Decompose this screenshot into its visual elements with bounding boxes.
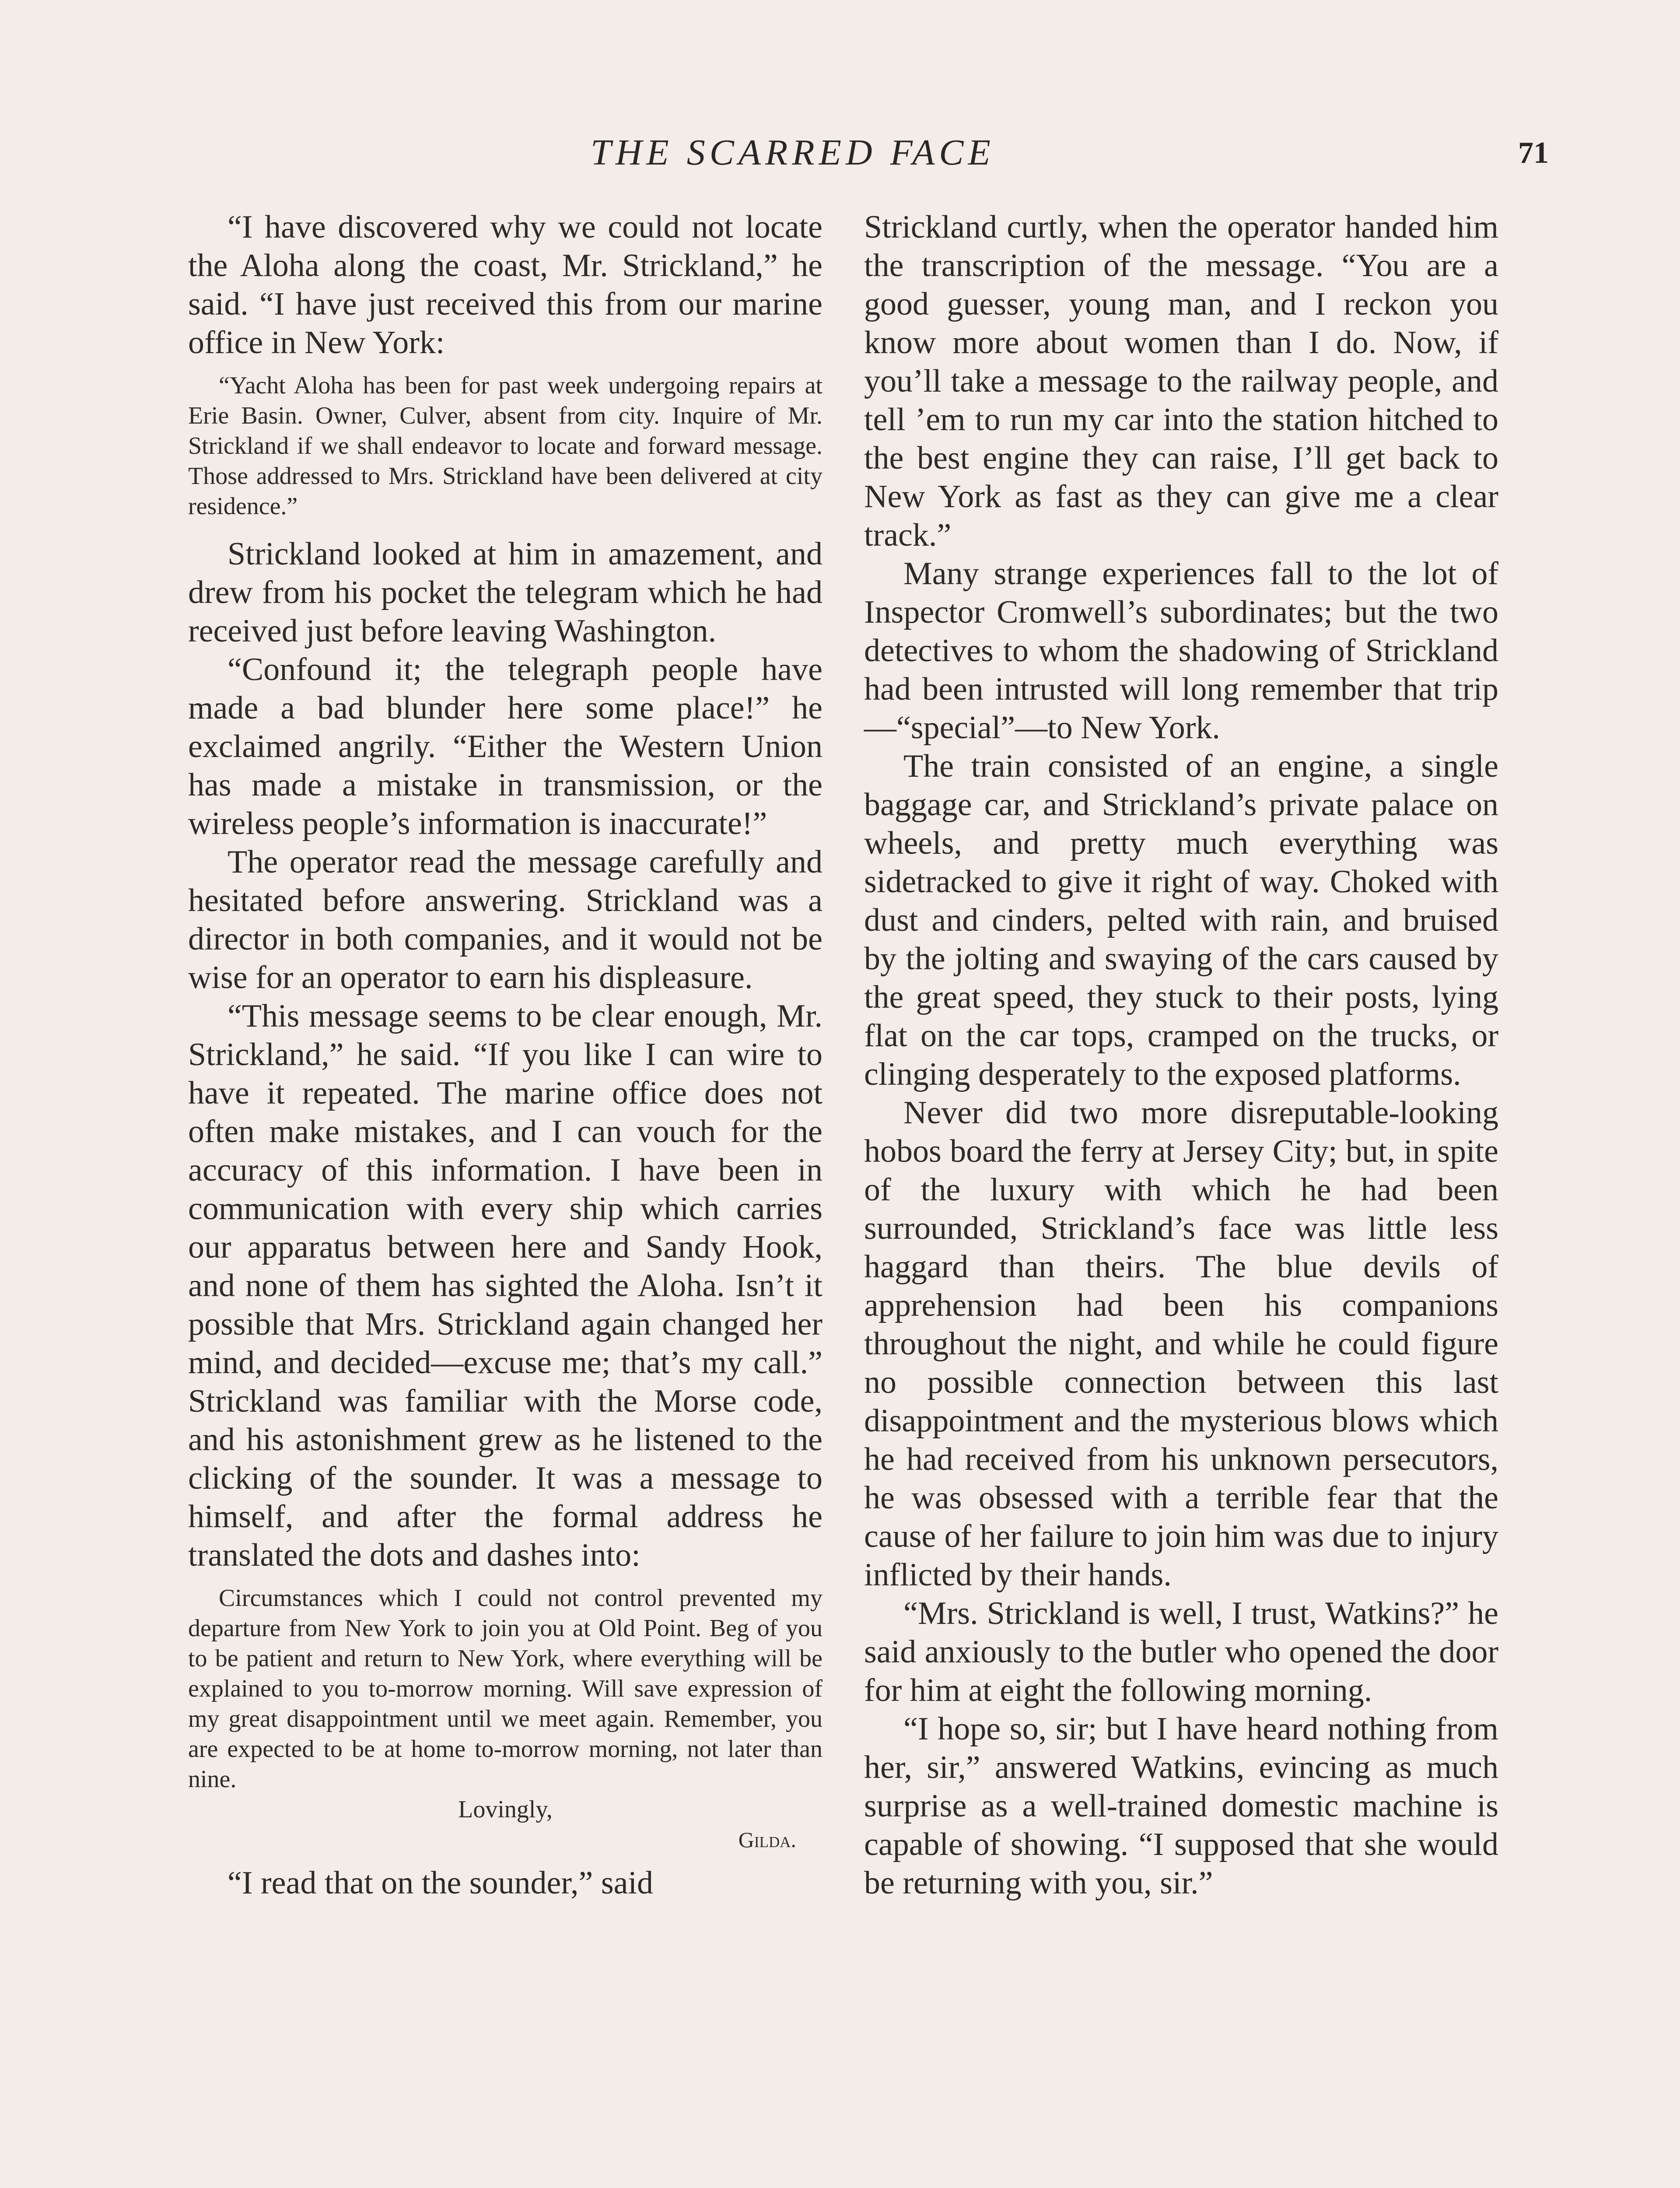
quote-closing: Lovingly, (458, 1796, 553, 1823)
yacht-telegram-quote: “Yacht Aloha has been for past week undergoing repairs at Erie Basin. Owner, Culver, absent from city. Inquire of Mr. Strickland if we shall endeavor to locate and forward message. Those addressed to Mrs. Strickland have been delivered at city residence.” (188, 372, 822, 520)
paragraph: Strickland curtly, when the operator handed him the transcription of the message. “You are a good guesser, young man, and I reckon you know more about women than I do. Now, if you’ll take a message to the railway people, and tell ’em to run my car into the station hitched to the best engine they can raise, I’ll get back to New York as fast as they can give me a clear track.” (864, 209, 1498, 553)
paragraph: “I hope so, sir; but I have heard nothing from her, sir,” answered Watkins, evincing as much surprise as a well-trained domestic machine is capable of showing. “I supposed that she would be returning with you, sir.” (864, 1711, 1498, 1901)
paragraph: “Confound it; the telegraph people have made a bad blunder here some place!” he exclaimed angrily. “Either the Western Union has made a mistake in transmission, or the wireless people’s information is inaccurate!” (188, 652, 822, 842)
gilda-message-quote: Circumstances which I could not control prevented my departure from New York to join you at Old Point. Beg of you to be patient and return to New York, where everything will be explained to you to-morrow morning. Will save expression of my great disappointment until we meet again. Remember, you are expected to be at home to-morrow morning, not later than nine. (188, 1585, 822, 1793)
paragraph: “I have discovered why we could not locate the Aloha along the coast, Mr. Strickland,” he said. “I have just received this from our marine office in New York: (188, 209, 822, 361)
paragraph: Never did two more disreputable-looking hobos board the ferry at Jersey City; but, in spite of the luxury with which he had been surrounded, Strickland’s face was little less haggard than theirs. The blue devils of apprehension had been his companions throughout the night, and while he could figure no possible connection between this last disappointment and the mysterious blows which he had received from his unknown persecutors, he was obsessed with a terrible fear that the cause of her failure to join him was due to injury inflicted by their hands. (864, 1095, 1498, 1593)
paragraph: “This message seems to be clear enough, Mr. Strickland,” he said. “If you like I can wire to have it repeated. The marine office does not often make mistakes, and I can vouch for the accuracy of this information. I have been in communication with every ship which carries our apparatus between here and Sandy Hook, and none of them has sighted the Aloha. Isn’t it possible that Mrs. Strickland again changed her mind, and decided—excuse me; that’s my call.” Strickland was familiar with the Morse code, and his astonishment grew as he listened to the clicking of the sounder. It was a message to himself, and after the formal address he translated the dots and dashes into: (188, 998, 822, 1573)
page-number: 71 (1518, 136, 1549, 170)
left-column (188, 208, 822, 1902)
paragraph: Many strange experiences fall to the lot of Inspector Cromwell’s subordinates; but the two detectives to whom the shadowing of Strickland had been intrusted will long remember that trip —“special”—to New York. (864, 556, 1498, 746)
paragraph: “Mrs. Strickland is well, I trust, Watkins?” he said anxiously to the butler who opened the door for him at eight the following morning. (864, 1595, 1498, 1708)
paragraph: The operator read the message carefully and hesitated before answering. Strickland was a director in both companies, and it would not be wise for an operator to earn his displeasure. (188, 844, 822, 996)
running-title: THE SCARRED FACE (591, 132, 995, 173)
quote-signature: Gilda. (738, 1827, 796, 1852)
paragraph: Strickland looked at him in amazement, and drew from his pocket the telegram which he had received just before leaving Washington. (188, 536, 822, 649)
page-header (0, 131, 1680, 184)
paragraph: The train consisted of an engine, a single baggage car, and Strickland’s private palace on wheels, and pretty much everything was sidetracked to give it right of way. Choked with dust and cinders, pelted with rain, and bruised by the jolting and swaying of the cars caused by the great speed, they stuck to their posts, lying flat on the car tops, cramped on the trucks, or clinging desperately to the exposed platforms. (864, 748, 1498, 1092)
right-column (864, 208, 1498, 1902)
paragraph: “I read that on the sounder,” said (228, 1865, 654, 1901)
